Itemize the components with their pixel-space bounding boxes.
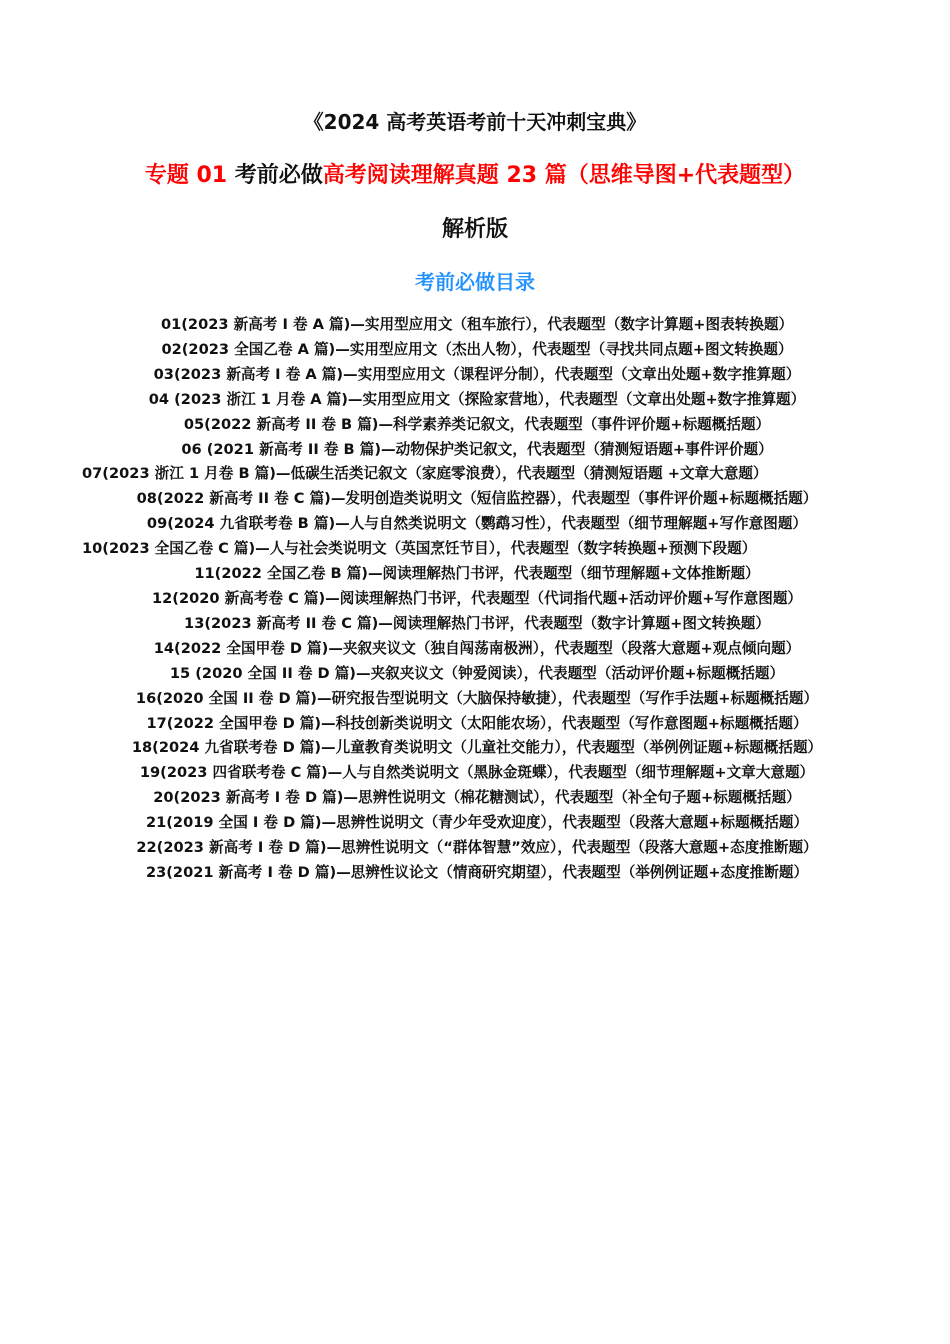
toc-item-09: 09(2024 九省联考卷 B 篇)—人与自然类说明文（鹦鹉习性），代表题型（细节理解题+写作意图题） <box>146 515 808 533</box>
toc-item-21: 21(2019 全国 I 卷 D 篇)—思辨性说明文（青少年受欢迎度），代表题型（段落大意题+标题概括题） <box>145 814 809 832</box>
toc-item-16: 16(2020 全国 II 卷 D 篇)—研究报告型说明文（大脑保持敏捷），代表题型（写作手法题+标题概括题） <box>135 689 819 707</box>
toc-item-13: 13(2023 新高考 II 卷 C 篇)—阅读理解热门书评，代表题型（数字计算题+图文转换题） <box>184 614 770 632</box>
toc-item-11: 11(2022 全国乙卷 B 篇)—阅读理解热门书评，代表题型（细节理解题+文体推断题） <box>194 565 760 583</box>
toc-item-22: 22(2023 新高考 I 卷 D 篇)—思辨性说明文（“群体智慧”效应），代表题型（段落大意题+态度推断题） <box>136 839 818 857</box>
toc-item-14: 14(2022 全国甲卷 D 篇)—夹叙夹议文（独自闯荡南极洲），代表题型（段落大意题+观点倾向题） <box>153 639 801 657</box>
toc-item-15: 15 (2020 全国 II 卷 D 篇)—夹叙夹议文（钟爱阅读），代表题型（活动评价题+标题概括题） <box>169 664 785 682</box>
table-of-contents <box>82 313 872 886</box>
toc-item-05: 05(2022 新高考 II 卷 B 篇)—科学素养类记叙文，代表题型（事件评价题+标题概括题） <box>183 415 771 433</box>
toc-item-23: 23(2021 新高考 I 卷 D 篇)—思辨性议论文（情商研究期望），代表题型（举例例证题+态度推断题） <box>145 863 809 881</box>
toc-item-17: 17(2022 全国甲卷 D 篇)—科技创新类说明文（太阳能农场），代表题型（写作意图题+标题概括题） <box>146 714 808 732</box>
toc-item-06: 06 (2021 新高考 II 卷 B 篇)—动物保护类记叙文，代表题型（猜测短语题+事件评价题） <box>181 440 773 458</box>
toc-item-03: 03(2023 新高考 I 卷 A 篇)—实用型应用文（课程评分制），代表题型（文章出处题+数字推算题） <box>153 365 801 383</box>
topic-title-prefix: 专题 01 <box>144 163 235 188</box>
toc-item-07: 07(2023 浙江 1 月卷 B 篇)—低碳生活类记叙文（家庭零浪费），代表题型（猜测短语题 +文章大意题） <box>82 465 768 483</box>
toc-item-10: 10(2023 全国乙卷 C 篇)—人与社会类说明文（英国烹饪节目），代表题型（数字转换题+预测下段题） <box>82 540 757 558</box>
toc-item-08: 08(2022 新高考 II 卷 C 篇)—发明创造类说明文（短信监控器），代表题型（事件评价题+标题概括题） <box>136 490 818 508</box>
toc-item-19: 19(2023 四省联考卷 C 篇)—人与自然类说明文（黑脉金斑蝶），代表题型（细节理解题+文章大意题） <box>139 764 815 782</box>
toc-item-01: 01(2023 新高考 I 卷 A 篇)—实用型应用文（租车旅行），代表题型（数字计算题+图表转换题） <box>160 316 794 333</box>
toc-item-02: 02(2023 全国乙卷 A 篇)—实用型应用文（杰出人物），代表题型（寻找共同点题+图文转换题） <box>161 340 793 358</box>
toc-item-20: 20(2023 新高考 I 卷 D 篇)—思辨性说明文（棉花糖测试），代表题型（补全句子题+标题概括题） <box>153 789 801 807</box>
topic-title-middle: 考前必做 <box>234 163 323 188</box>
toc-heading: 考前必做目录 <box>415 270 535 294</box>
edition-label: 解析版 <box>441 217 508 242</box>
toc-item-12: 12(2020 新高考卷 C 篇)—阅读理解热门书评，代表题型（代词指代题+活动评价题+写作意图题） <box>151 589 803 607</box>
topic-title-suffix: 高考阅读理解真题 23 篇（思维导图+代表题型） <box>322 163 806 188</box>
toc-item-18: 18(2024 九省联考卷 D 篇)—儿童教育类说明文（儿童社交能力），代表题型（举例例证题+标题概括题） <box>131 739 823 757</box>
topic-title <box>0 158 950 189</box>
toc-item-04: 04 (2023 浙江 1 月卷 A 篇)—实用型应用文（探险家营地），代表题型（文章出处题+数字推算题） <box>148 390 806 408</box>
document-title: 《2024 高考英语考前十天冲刺宝典》 <box>303 110 647 134</box>
